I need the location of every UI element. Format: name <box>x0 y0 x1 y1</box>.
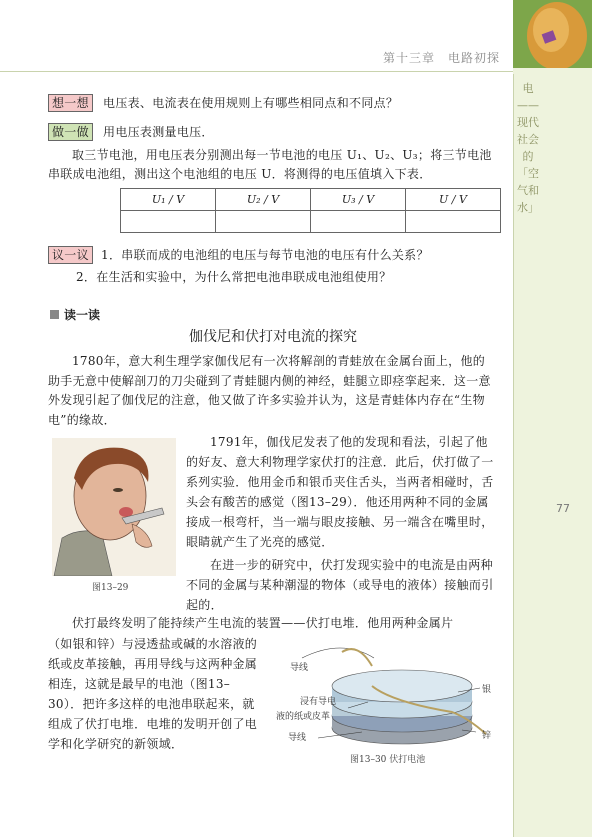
table-cell <box>311 211 406 233</box>
table-header-cell: U / V <box>406 189 501 211</box>
voltage-table <box>120 188 501 233</box>
page-number: 77 <box>556 502 570 515</box>
label-paper-2: 液的纸或皮革 <box>276 712 331 722</box>
think-text: 电压表、电流表在使用规则上有哪些相同点和不同点？ <box>103 96 399 110</box>
think-tag: 想一想 <box>48 94 93 112</box>
figure-13-29-caption: 图13–29 <box>92 583 129 593</box>
do-row <box>48 123 498 142</box>
do-text: 用电压表测量电压． <box>103 125 214 139</box>
do-paragraph: 取三节电池，用电压表分别测出每一节电池的电压 U₁、U₂、U₃；将三节电池串联成电池组，测出这个电池组的电压 U．将测得的电压值填入下表． <box>48 148 492 181</box>
section-heading <box>50 304 100 323</box>
table-header-cell: U₂ / V <box>216 189 311 211</box>
corner-photo <box>513 0 592 68</box>
paragraph-1: 1780年，意大利生理学家伽伐尼有一次将解剖的青蛙放在金属台面上，他的助手无意中使解剖刀的刀尖碰到了青蛙腿内侧的神经，蛙腿立即痉挛起来．这一意外发现引起了伽伐尼的注意，他又做了许多实验并认为，这是青蛙体内存在“生物电”的缘故． <box>48 354 491 427</box>
table-cell <box>121 211 216 233</box>
label-silver: 银 <box>482 685 492 695</box>
discuss-tag: 议一议 <box>48 246 93 264</box>
do-tag: 做一做 <box>48 123 93 141</box>
paragraph-2: 1791年，伽伐尼发表了他的发现和看法，引起了他的好友、意大利物理学家伏打的注意．此后，伏打做了一系列实验．他用金币和银币夹住舌头，当两者相碰时，舌头会有酸苦的感觉（图13–29）．他还用两种不同的金属接成一根弯杆，当一端与眼皮接触、另一端含在嘴里时，眼睛就产生了光亮的感觉． <box>186 435 494 549</box>
header-rule <box>0 71 513 72</box>
table-cell <box>406 211 501 233</box>
discuss-row <box>48 246 498 265</box>
sidebar-title: 电——现代社会的「空气和水」 <box>517 82 539 214</box>
table-row <box>121 211 501 233</box>
table-header-cell: U₁ / V <box>121 189 216 211</box>
discuss-q1: 1．串联而成的电池组的电压与每节电池的电压有什么关系？ <box>101 248 429 262</box>
paragraph-3: 在进一步的研究中，伏打发现实验中的电流是由两种不同的金属与某种潮湿的物体（或导电的液体）接触而引起的． <box>186 558 494 612</box>
paragraph-4-intro: 伏打最终发明了能持续产生电流的装置——伏打电堆．他用两种金属片 <box>72 616 454 630</box>
running-header: 第十三章 电路初探 <box>382 51 500 65</box>
label-wire-bottom: 导线 <box>288 733 307 743</box>
table-header-row <box>121 189 501 211</box>
discuss-q2: 2．在生活和实验中，为什么常把电池串联成电池组使用？ <box>76 270 392 284</box>
section-title: 读一读 <box>64 308 101 322</box>
section-bullet-icon <box>50 310 59 319</box>
table-cell <box>216 211 311 233</box>
paragraph-4-body: （如银和锌）与浸透盐或碱的水溶液的纸或皮革接触，再用导线与这两种金属相连，这就是最早的电池（图13–30）．把许多这样的电池串联起来，就组成了伏打电堆．电堆的发明开创了电学和化学研究的新领域． <box>48 637 258 751</box>
think-row <box>48 94 498 113</box>
label-zinc: 锌 <box>482 731 492 741</box>
article-title: 伽伐尼和伏打对电流的探究 <box>189 329 357 345</box>
figure-13-29-image <box>52 438 176 576</box>
table-header-cell: U₃ / V <box>311 189 406 211</box>
label-paper-1: 浸有导电 <box>300 697 337 707</box>
figure-13-30-caption: 图13–30 伏打电池 <box>350 755 426 765</box>
label-wire-top: 导线 <box>290 663 309 673</box>
